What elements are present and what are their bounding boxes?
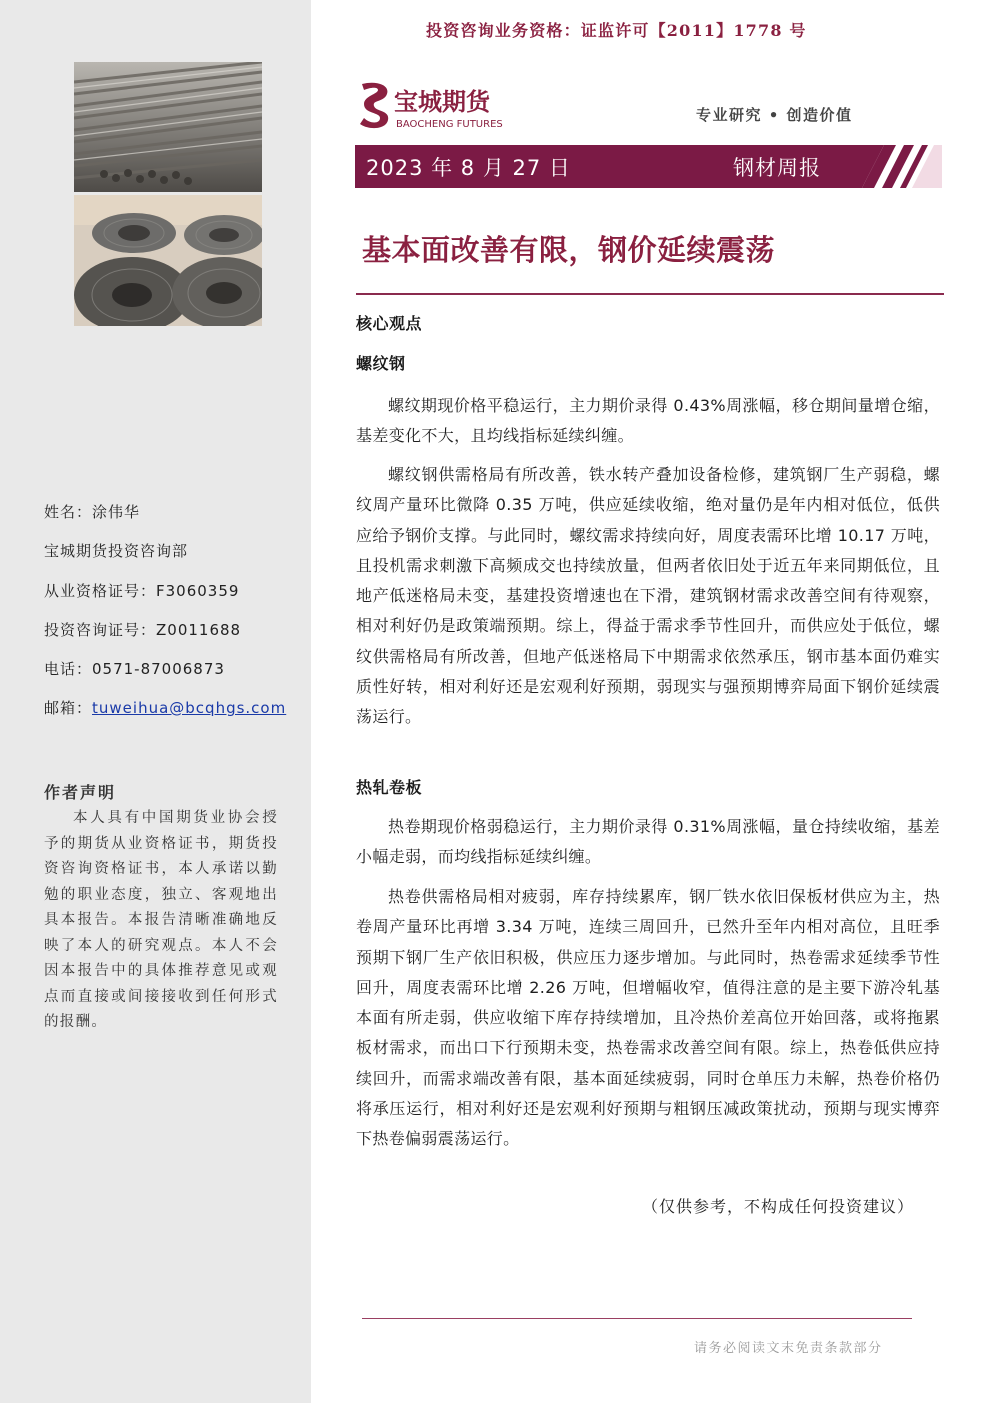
company-logo: [356, 78, 536, 134]
report-type: 钢材周报: [733, 156, 821, 180]
author-email-row: [44, 697, 286, 718]
author-license: 从业资格证号：F3060359: [44, 582, 240, 600]
email-link[interactable]: tuweihua@bcqhgs.com: [92, 699, 287, 717]
logo-text-en: BAOCHENG FUTURES: [396, 119, 503, 130]
steel-coil-photo: [74, 195, 262, 326]
slogan: 专业研究 • 创造价值: [696, 106, 853, 124]
report-date: 2023 年 8 月 27 日: [366, 156, 571, 180]
banner-stripes: [862, 145, 942, 188]
reference-disclaimer: （仅供参考，不构成任何投资建议）: [642, 1197, 915, 1216]
author-department: 宝城期货投资咨询部: [44, 542, 189, 560]
headline: 基本面改善有限，钢价延续震荡: [362, 233, 776, 267]
author-consult-license: 投资咨询证号：Z0011688: [44, 621, 242, 639]
rebar-para-2: 螺纹钢供需格局有所改善，铁水转产叠加设备检修，建筑钢厂生产弱稳，螺纹周产量环比微降 0.35 万吨，供应延续收缩，绝对量仍是年内相对低位，低供应给予钢价支撑。与此同时，螺纹需求持续向好，周度表需环比增 10.17 万吨，且投机需求刺激下高频成交也持续放量，但两者依旧处于近五年来同期低位，且地产低迷格局未变，基建投资增速也在下滑，建筑钢材需求改善空间有待观察，相对利好仍是政策端预期。综上，得益于需求季节性回升，而供应处于低位，螺纹供需格局有所改善，但地产低迷格局下中期需求依然承压，钢市基本面仍难实质性好转，相对利好还是宏观利好预期，弱现实与强预期博弈局面下钢价延续震荡运行。: [356, 465, 940, 727]
sidebar: [0, 0, 311, 1403]
core-view-title: 核心观点: [356, 314, 423, 333]
declaration-title: 作者声明: [44, 783, 117, 802]
divider-top: [356, 293, 944, 295]
rebar-para-1: 螺纹期现价格平稳运行，主力期价录得 0.43%周涨幅，移仓期间量增仓缩，基差变化不大，且均线指标延续纠缠。: [356, 396, 940, 446]
rebar-title: 螺纹钢: [356, 354, 406, 373]
rebar-photo: [74, 62, 262, 192]
author-phone: 电话：0571-87006873: [44, 660, 225, 678]
logo-text-cn: 宝城期货: [394, 88, 490, 116]
email-label: 邮箱：: [44, 699, 93, 717]
hrc-para-2: 热卷供需格局相对疲弱，库存持续累库，钢厂铁水依旧保板材供应为主，热卷周产量环比再增 3.34 万吨，连续三周回升，已然升至年内相对高位，且旺季预期下钢厂生产依旧积极，供应压力逐步增加。与此同时，热卷需求延续季节性回升，周度表需环比增 2.26 万吨，但增幅收窄，值得注意的是主要下游冷轧基本面有所走弱，供应收缩下库存持续增加，且冷热价差高位开始回落，或将拖累板材需求，而出口下行预期未变，热卷需求改善空间有限。综上，热卷低供应持续回升，而需求端改善有限，基本面延续疲弱，同时仓单压力未解，热卷价格仍将承压运行，相对利好还是宏观利好预期与粗钢压减政策扰动，预期与现实博弈下热卷偏弱震荡运行。: [356, 887, 940, 1149]
declaration-body: 本人具有中国期货业协会授予的期货从业资格证书，期货投资咨询资格证书，本人承诺以勤勉的职业态度，独立、客观地出具本报告。本报告清晰准确地反映了本人的研究观点。本人不会因本报告中的具体推荐意见或观点而直接或间接接收到任何形式的报酬。: [44, 810, 278, 1030]
divider-bottom: [362, 1318, 912, 1319]
hrc-para-1: 热卷期现价格弱稳运行，主力期价录得 0.31%周涨幅，量仓持续收缩，基差小幅走弱，而均线指标延续纠缠。: [356, 817, 940, 867]
qualification-line: 投资咨询业务资格：证监许可【2011】1778 号: [426, 21, 807, 40]
footer-note: 请务必阅读文末免责条款部分: [694, 1341, 883, 1356]
author-name: 姓名：涂伟华: [44, 503, 141, 521]
hrc-title: 热轧卷板: [356, 778, 423, 797]
